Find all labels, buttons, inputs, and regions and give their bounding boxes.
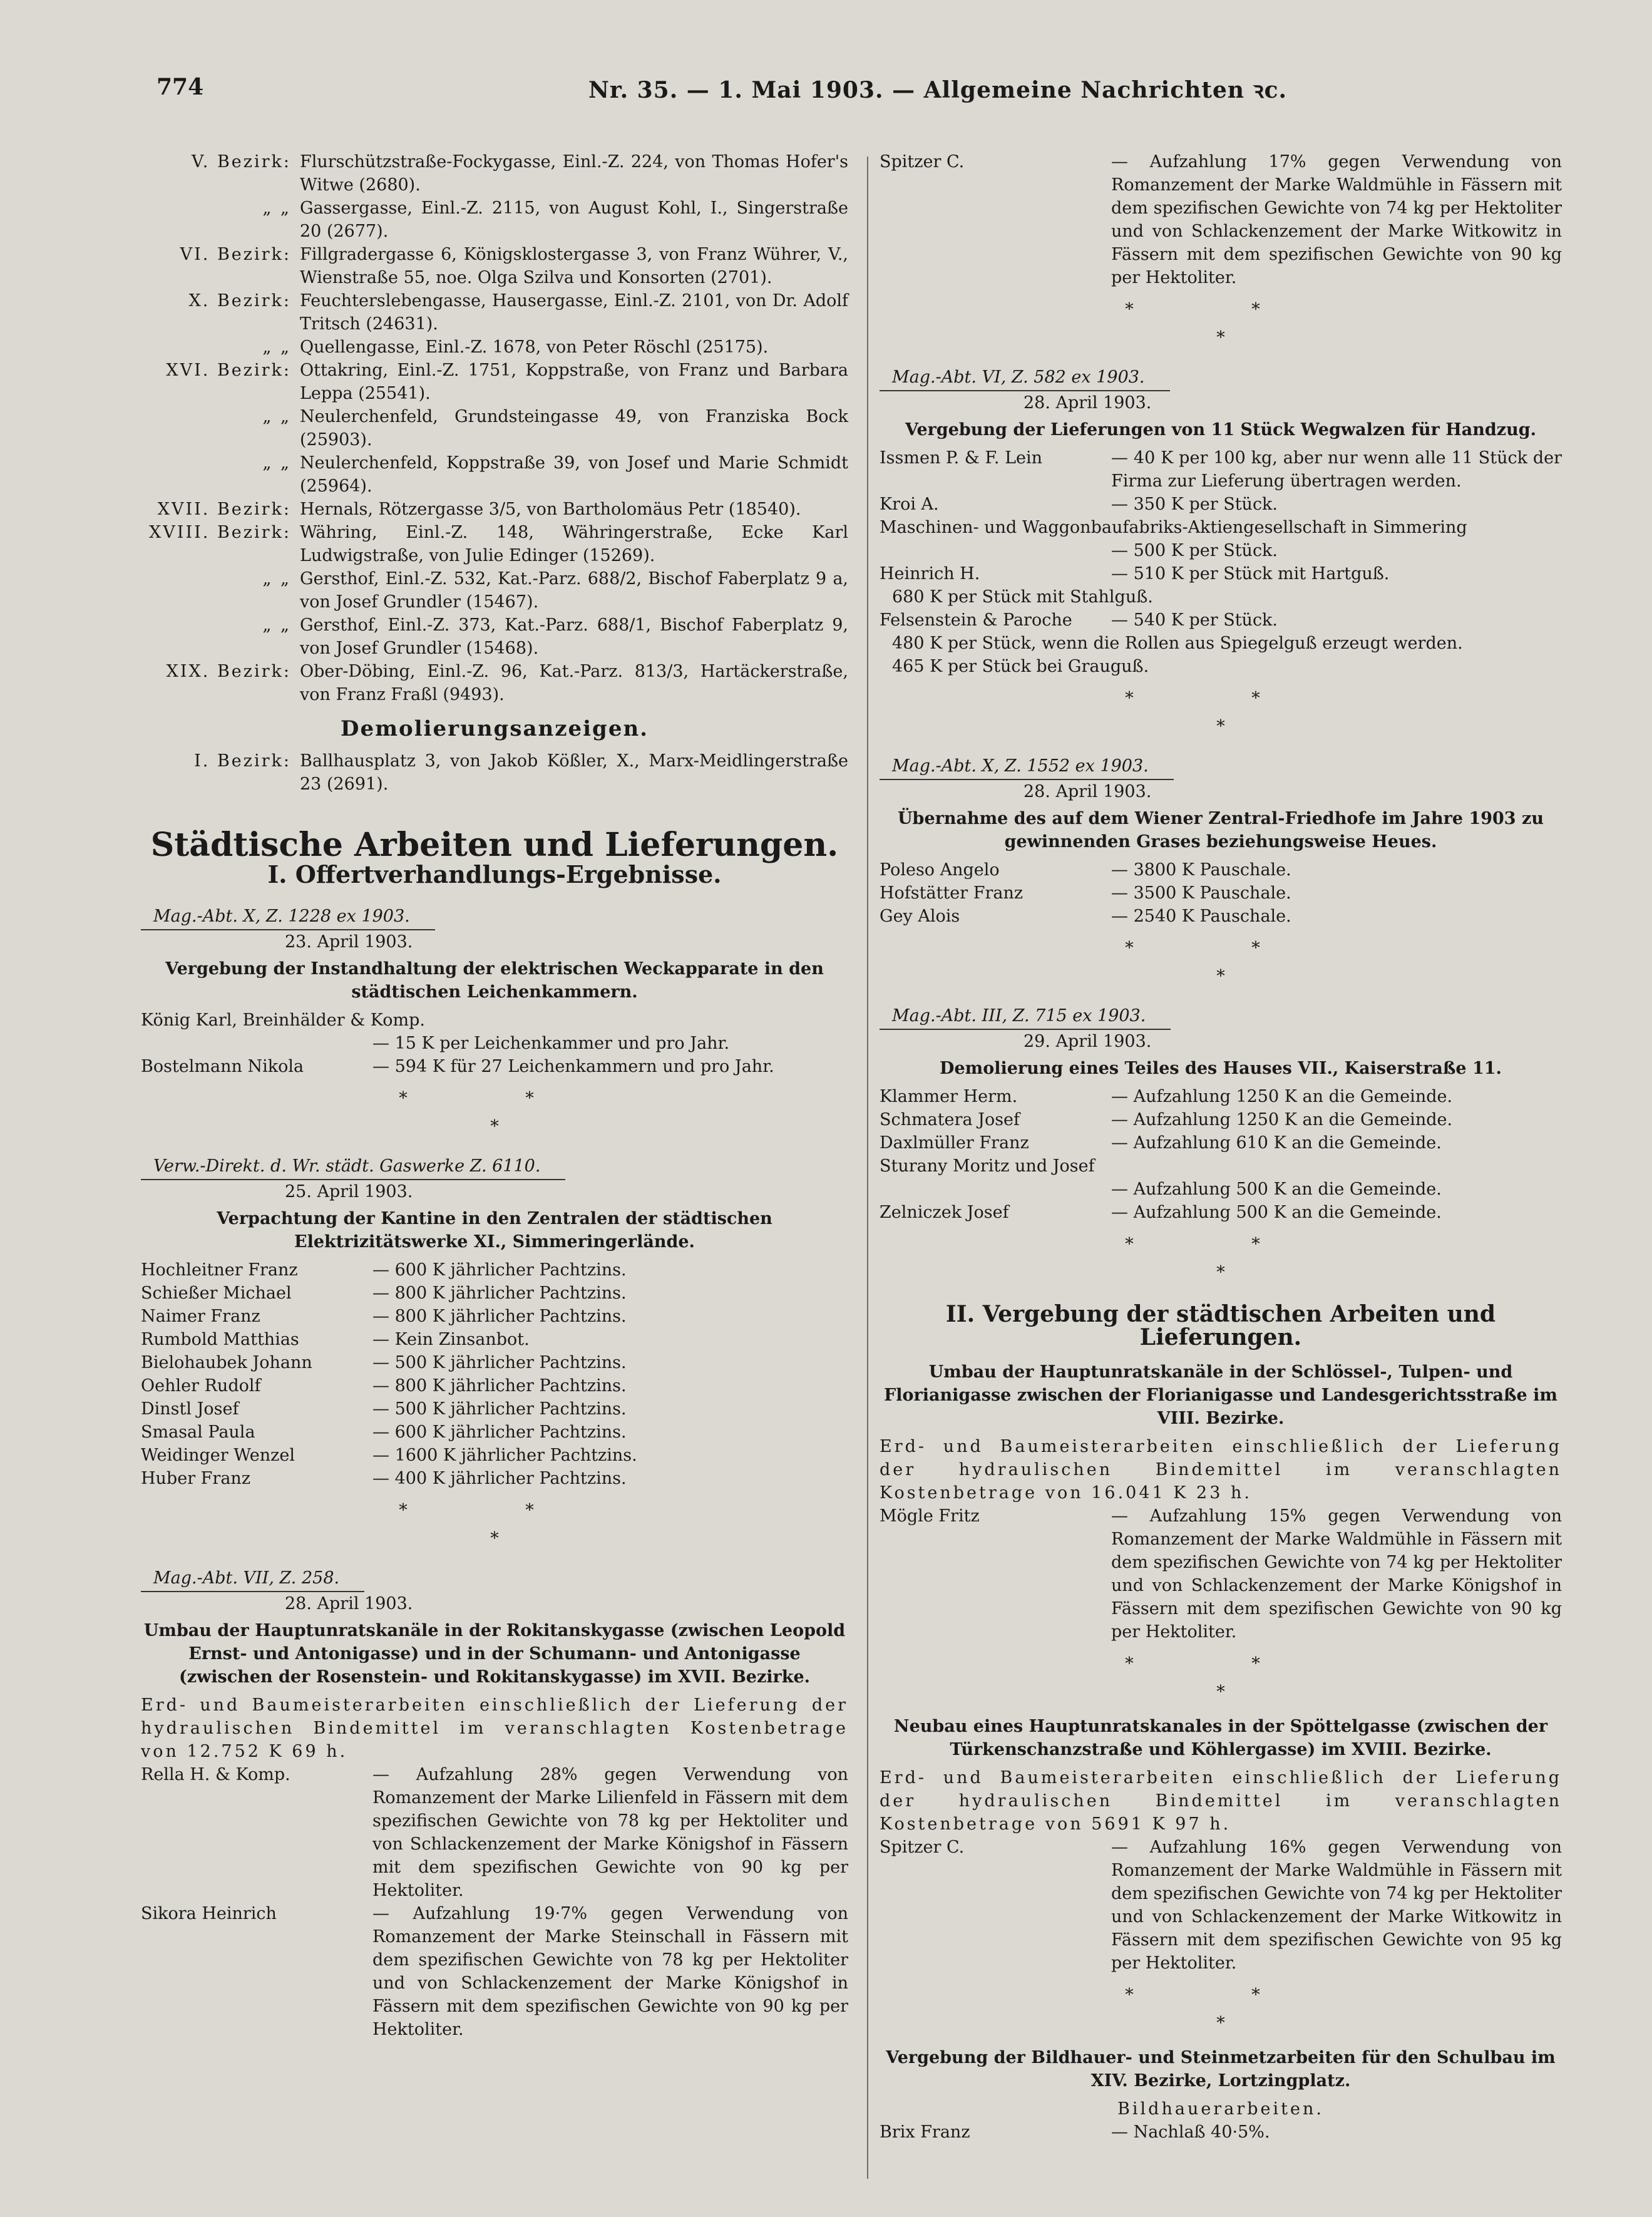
bidder-name: Smasal Paula	[141, 1422, 255, 1442]
section-wegwalzen	[880, 361, 1562, 738]
sub-heading-offert: I. Offertverhandlungs-Ergebnisse.	[267, 860, 722, 888]
bezirk-label: VI. Bezirk:	[180, 245, 291, 264]
section-title: Umbau der Hauptunratskanäle in der Rokitanskygasse (zwischen Leopold Ernst- und Antonigasse) und in der Schumann- und Antonigasse (zwischen der Rosenstein- und Rokitanskygasse) im XVII. Bezirke.	[143, 1621, 846, 1687]
bid-value: — 600 K jährlicher Pachtzins.	[372, 1260, 627, 1280]
bezirk-entry	[141, 498, 848, 521]
bid-value: — 594 K für 27 Leichenkammern und pro Jahr.	[372, 1057, 774, 1076]
bezirk-label: XVII. Bezirk:	[157, 500, 291, 519]
bezirk-entry	[141, 289, 848, 336]
bid-value: 480 K per Stück, wenn die Rollen aus Spiegelguß erzeugt werden.	[892, 634, 1463, 653]
bid-row	[141, 1351, 848, 1374]
abt-reference: Mag.-Abt. VI, Z. 582 ex 1903.	[880, 366, 1170, 391]
bid-value: — 600 K jährlicher Pachtzins.	[372, 1422, 627, 1442]
separator-star: *	[490, 1529, 499, 1548]
bidder-name: Kroi A.	[880, 495, 939, 514]
bid-row	[880, 1131, 1562, 1155]
bidder-name: Schießer Michael	[141, 1283, 292, 1303]
bid-row	[880, 882, 1562, 905]
section-date: 28. April 1903.	[1024, 782, 1152, 801]
separator-star: *	[1216, 2014, 1225, 2033]
bid-row	[141, 1328, 848, 1351]
bid-value: — 800 K jährlicher Pachtzins.	[372, 1283, 627, 1303]
section-bildhauer	[880, 2046, 1562, 2144]
bezirk-text: Neulerchenfeld, Grundsteingasse 49, von Franziska Bock (25903).	[300, 407, 848, 450]
abt-reference: Mag.-Abt. VII, Z. 258.	[141, 1566, 364, 1592]
bid-value: — Aufzahlung 19·7% gegen Verwendung von Romanzement der Marke Steinschall in Fässern mit dem spezifischen Gewichte von 78 kg per Hektoliter und von Schlackenzement der Marke Königshof in Fässern mit dem spezifischen Gewichte von 90 kg per Hektoliter.	[372, 1904, 848, 2039]
bid-value: — 2540 K Pauschale.	[1111, 907, 1291, 926]
bid-value: — 3800 K Pauschale.	[1111, 860, 1291, 880]
section-title: Neubau eines Hauptunratskanales in der Spöttelgasse (zwischen der Türkenschanzstraße und Köhlergasse) im XVIII. Bezirke.	[893, 1717, 1548, 1759]
separator-star: *	[1216, 328, 1225, 347]
header-title: Nr. 35. — 1. Mai 1903. — Allgemeine Nachrichten ꝛc.	[588, 77, 1288, 103]
bid-row	[141, 1055, 848, 1078]
separator-stars: * *	[1125, 689, 1316, 708]
section-subtitle: Bildhauerarbeiten.	[1117, 2099, 1324, 2119]
bid-value: — Aufzahlung 500 K an die Gemeinde.	[1111, 1180, 1442, 1199]
section-weckapparate	[141, 900, 848, 1138]
bidder-name: Huber Franz	[141, 1469, 251, 1488]
bid-value: — 510 K per Stück mit Hartguß.	[1111, 564, 1390, 584]
bid-row	[141, 1902, 848, 2041]
bidder-name: Zelniczek Josef	[880, 1203, 1009, 1222]
bidder-name: Klammer Herm.	[880, 1087, 1018, 1106]
separator-star: *	[1216, 1682, 1225, 1702]
bezirk-label: I. Bezirk:	[194, 751, 291, 771]
bid-value: — 1600 K jährlicher Pachtzins.	[372, 1446, 637, 1465]
bid-row	[880, 2121, 1562, 2144]
bid-row	[880, 1836, 1562, 1975]
bidder-name: Heinrich H.	[880, 564, 980, 584]
bezirk-text: Fillgradergasse 6, Königsklostergasse 3, von Franz Wührer, V., Wienstraße 55, noe. Olga Szilva und Konsorten (2701).	[300, 245, 848, 287]
page-header	[156, 74, 1534, 111]
bidder-name: Schmatera Josef	[880, 1110, 1020, 1129]
bidder-name: Sikora Heinrich	[141, 1904, 277, 1923]
bid-value: — Kein Zinsanbot.	[372, 1330, 530, 1349]
bezirk-label: „ „	[262, 569, 291, 589]
bid-row	[141, 1763, 848, 1902]
bidder-name: Rumbold Matthias	[141, 1330, 299, 1349]
sub-heading-vergebung: II. Vergebung der städtischen Arbeiten und Lieferungen.	[945, 1301, 1496, 1350]
bezirk-text: Neulerchenfeld, Koppstraße 39, von Josef und Marie Schmidt (25964).	[300, 453, 848, 496]
section-title: Umbau der Hauptunratskanäle in der Schlössel-, Tulpen- und Florianigasse zwischen der Florianigasse und Landesgerichtsstraße im VIII. Bezirke.	[884, 1362, 1557, 1428]
bidder-name: Issmen P. & F. Lein	[880, 448, 1043, 468]
bezirk-entry	[141, 405, 848, 451]
bezirk-text: Feuchterslebengasse, Hausergasse, Einl.-Z. 2101, von Dr. Adolf Tritsch (24631).	[300, 291, 848, 334]
bid-value: — Aufzahlung 15% gegen Verwendung von Romanzement der Marke Waldmühle in Fässern mit dem spezifischen Gewichte von 74 kg per Hektoliter und von Schlackenzement der Marke Königshof in Fässern mit dem spezifischen Gewichte von 90 kg per Hektoliter.	[1111, 1506, 1562, 1642]
bidder-name: Bostelmann Nikola	[141, 1057, 304, 1076]
section-kantine	[141, 1150, 848, 1550]
bid-row	[880, 493, 1562, 516]
bezirk-entry	[141, 660, 848, 706]
bezirk-label: „ „	[262, 198, 291, 218]
bid-value: — Aufzahlung 500 K an die Gemeinde.	[1111, 1203, 1442, 1222]
section-title: Vergebung der Bildhauer- und Steinmetzarbeiten für den Schulbau im XIV. Bezirke, Lortzingplatz.	[886, 2048, 1556, 2091]
bid-value: — 40 K per 100 kg, aber nur wenn alle 11 Stück der Firma zur Lieferung übertragen werden.	[1111, 448, 1562, 491]
bidder-name: Felsenstein & Paroche	[880, 610, 1072, 630]
bezirk-entry	[141, 567, 848, 614]
separator-stars: * *	[1125, 1985, 1316, 2005]
bid-value: — 15 K per Leichenkammer und pro Jahr.	[372, 1034, 730, 1053]
left-column	[141, 150, 848, 2041]
bid-value: — 500 K jährlicher Pachtzins.	[372, 1399, 627, 1419]
bezirk-entry	[141, 336, 848, 359]
section-rokitanskygasse	[141, 1561, 848, 2041]
bidder-name: Bielohaubek Johann	[141, 1353, 312, 1372]
bidder-name: Dinstl Josef	[141, 1399, 239, 1419]
section-date: 29. April 1903.	[1024, 1032, 1152, 1051]
separator-star: *	[1216, 967, 1225, 986]
demolierung-entry	[141, 749, 848, 796]
bid-row	[141, 1374, 848, 1397]
bidder-name: Mögle Fritz	[880, 1506, 980, 1526]
bezirk-entry	[141, 614, 848, 660]
bezirk-label: XVI. Bezirk:	[166, 361, 291, 380]
bid-value: — Aufzahlung 17% gegen Verwendung von Romanzement der Marke Waldmühle in Fässern mit dem spezifischen Gewichte von 74 kg per Hektoliter und von Schlackenzement der Marke Witkowitz in Fässern mit dem spezifischen Gewichte von 90 kg per Hektoliter.	[1111, 152, 1562, 287]
bidder-name: Brix Franz	[880, 2122, 970, 2142]
bidder-name: Hofstätter Franz	[880, 883, 1024, 903]
bezirk-list	[141, 150, 848, 706]
bid-row	[141, 1444, 848, 1467]
section-title: Demolierung eines Teiles des Hauses VII., Kaiserstraße 11.	[940, 1059, 1502, 1078]
bidder-name: König Karl, Breinhälder & Komp.	[141, 1011, 425, 1030]
bezirk-text: Hernals, Rötzergasse 3/5, von Bartholomäus Petr (18540).	[300, 500, 801, 519]
bid-value: — 350 K per Stück.	[1111, 495, 1278, 514]
bid-row	[141, 1282, 848, 1305]
bezirk-text: Währing, Einl.-Z. 148, Währingerstraße, Ecke Karl Ludwigstraße, von Julie Edinger (15269).	[300, 523, 848, 565]
bezirk-entry	[141, 243, 848, 289]
bid-value: — 400 K jährlicher Pachtzins.	[372, 1469, 627, 1488]
section-friedhof	[880, 749, 1562, 988]
bid-row	[141, 1421, 848, 1444]
bid-value: — 500 K jährlicher Pachtzins.	[372, 1353, 627, 1372]
abt-reference: Mag.-Abt. X, Z. 1552 ex 1903.	[880, 754, 1174, 780]
bid-row	[880, 1108, 1562, 1131]
section-title: Vergebung der Lieferungen von 11 Stück Wegwalzen für Handzug.	[905, 420, 1536, 440]
bezirk-label: X. Bezirk:	[188, 291, 291, 311]
bid-value: — 800 K jährlicher Pachtzins.	[372, 1376, 627, 1396]
bezirk-text: Gersthof, Einl.-Z. 532, Kat.-Parz. 688/2, Bischof Faberplatz 9 a, von Josef Grundler (15467).	[300, 569, 848, 612]
abt-reference: Verw.-Direkt. d. Wr. städt. Gaswerke Z. 6110.	[141, 1155, 565, 1180]
bid-value: — Nachlaß 40·5%.	[1111, 2122, 1270, 2142]
bid-row	[141, 1467, 848, 1490]
bid-row	[141, 1258, 848, 1282]
section-intro: Erd- und Baumeisterarbeiten einschließlich der Lieferung der hydraulischen Bindemittel im veranschlagten Kostenbetrage von 5691 K 97 h.	[880, 1768, 1562, 1834]
bezirk-entry	[141, 197, 848, 243]
bidder-name: Poleso Angelo	[880, 860, 1000, 880]
demolierung-heading: Demolierungsanzeigen.	[340, 716, 649, 741]
bidder-name: Sturany Moritz und Josef	[880, 1156, 1095, 1176]
bid-row	[880, 858, 1562, 882]
section-intro: Erd- und Baumeisterarbeiten einschließlich der Lieferung der hydraulischen Bindemittel im veranschlagten Kostenbetrage von 16.041 K 23 h.	[880, 1437, 1562, 1503]
bid-value: 465 K per Stück bei Grauguß.	[892, 657, 1149, 676]
abt-reference: Mag.-Abt. III, Z. 715 ex 1903.	[880, 1004, 1171, 1030]
bidder-name: Daxlmüller Franz	[880, 1133, 1029, 1153]
bid-value: — Aufzahlung 1250 K an die Gemeinde.	[1111, 1110, 1453, 1129]
abt-reference: Mag.-Abt. X, Z. 1228 ex 1903.	[141, 905, 435, 930]
bidder-name: Maschinen- und Waggonbaufabriks-Aktiengesellschaft in Simmering	[880, 518, 1467, 537]
section-spoettelgasse	[880, 1715, 1562, 2035]
bid-value: 680 K per Stück mit Stahlguß.	[892, 587, 1153, 607]
bidder-name: Weidinger Wenzel	[141, 1446, 295, 1465]
bid-value: — Aufzahlung 16% gegen Verwendung von Romanzement der Marke Waldmühle in Fässern mit dem spezifischen Gewichte von 74 kg per Hektoliter und von Schlackenzement der Marke Witkowitz in Fässern mit dem spezifischen Gewichte von 95 kg per Hektoliter.	[1111, 1838, 1562, 1973]
bidder-name: Oehler Rudolf	[141, 1376, 261, 1396]
bid-value: — 3500 K Pauschale.	[1111, 883, 1291, 903]
bid-value: — Aufzahlung 28% gegen Verwendung von Romanzement der Marke Lilienfeld in Fässern mit dem spezifischen Gewichte von 78 kg per Hektoliter und von Schlackenzement der Marke Königshof in Fässern mit dem spezifischen Gewichte von 90 kg per Hektoliter.	[372, 1765, 848, 1900]
page-number: 774	[156, 74, 204, 100]
bezirk-entry	[141, 150, 848, 197]
separator-stars: * *	[399, 1089, 590, 1108]
separator-stars: * *	[1125, 1654, 1316, 1674]
section-schloesselgasse	[880, 1361, 1562, 1704]
bid-row	[880, 1085, 1562, 1108]
bid-value: — 540 K per Stück.	[1111, 610, 1278, 630]
separator-stars: * *	[1125, 939, 1316, 958]
bid-row	[880, 446, 1562, 493]
bid-row	[880, 1505, 1562, 1643]
main-heading: Städtische Arbeiten und Lieferungen.	[150, 826, 839, 864]
bezirk-text: Ober-Döbing, Einl.-Z. 96, Kat.-Parz. 813/3, Hartäckerstraße, von Franz Fraßl (9493).	[300, 662, 848, 704]
bezirk-label: „ „	[262, 337, 291, 357]
bezirk-text: Flurschützstraße-Fockygasse, Einl.-Z. 224, von Thomas Hofer's Witwe (2680).	[300, 152, 848, 195]
bidder-name: Gey Alois	[880, 907, 960, 926]
separator-stars: * *	[1125, 1235, 1316, 1254]
bezirk-label: XIX. Bezirk:	[166, 662, 291, 681]
section-date: 23. April 1903.	[285, 932, 413, 952]
column-divider	[867, 157, 868, 2179]
bezirk-entry	[141, 451, 848, 498]
bidder-name: Hochleitner Franz	[141, 1260, 298, 1280]
bid-row	[141, 1397, 848, 1421]
bidder-name: Spitzer C.	[880, 152, 965, 172]
bid-row	[880, 562, 1562, 585]
section-intro: Erd- und Baumeisterarbeiten einschließlich der Lieferung der hydraulischen Bindemittel im veranschlagten Kostenbetrage von 12.752 K 69 h.	[141, 1695, 848, 1761]
bid-row	[880, 905, 1562, 928]
bid-value: — 800 K jährlicher Pachtzins.	[372, 1307, 627, 1326]
bidder-name: Rella H. & Komp.	[141, 1765, 290, 1784]
separator-star: *	[1216, 717, 1225, 736]
section-date: 25. April 1903.	[285, 1182, 413, 1201]
section-demolierung	[880, 999, 1562, 1284]
bezirk-text: Gassergasse, Einl.-Z. 2115, von August Kohl, I., Singerstraße 20 (2677).	[300, 198, 848, 241]
right-column	[880, 150, 1562, 2144]
section-title: Vergebung der Instandhaltung der elektrischen Weckapparate in den städtischen Leichenkammern.	[165, 959, 824, 1002]
bezirk-entry	[141, 521, 848, 567]
bid-row	[141, 1305, 848, 1328]
bezirk-label: „ „	[262, 407, 291, 426]
bezirk-text: Gersthof, Einl.-Z. 373, Kat.-Parz. 688/1, Bischof Faberplatz 9, von Josef Grundler (15468).	[300, 615, 848, 658]
bezirk-text: Quellengasse, Einl.-Z. 1678, von Peter Röschl (25175).	[300, 337, 769, 357]
bezirk-label: V. Bezirk:	[192, 152, 291, 172]
bezirk-label: XVIII. Bezirk:	[149, 523, 291, 542]
separator-star: *	[490, 1117, 499, 1136]
bezirk-label: „ „	[262, 615, 291, 635]
bid-row	[880, 150, 1562, 289]
bezirk-entry	[141, 359, 848, 405]
bidder-name: Naimer Franz	[141, 1307, 260, 1326]
separator-star: *	[1216, 1263, 1225, 1282]
bid-row	[880, 1201, 1562, 1224]
bid-value: — Aufzahlung 610 K an die Gemeinde.	[1111, 1133, 1442, 1153]
bid-row	[880, 609, 1562, 632]
bid-value: — Aufzahlung 1250 K an die Gemeinde.	[1111, 1087, 1453, 1106]
section-date: 28. April 1903.	[1024, 393, 1152, 413]
section-date: 28. April 1903.	[285, 1594, 413, 1613]
separator-stars: * *	[1125, 300, 1316, 319]
bezirk-text: Ballhausplatz 3, von Jakob Kößler, X., Marx-Meidlingerstraße 23 (2691).	[300, 751, 848, 794]
section-title: Verpachtung der Kantine in den Zentralen der städtischen Elektrizitätswerke XI., Simmeringerlände.	[217, 1209, 772, 1252]
separator-stars: * *	[399, 1501, 590, 1520]
section-title: Übernahme des auf dem Wiener Zentral-Friedhofe im Jahre 1903 zu gewinnenden Grases beziehungsweise Heues.	[898, 809, 1544, 851]
bid-value: — 500 K per Stück.	[1111, 541, 1278, 560]
bezirk-label: „ „	[262, 453, 291, 473]
bidder-name: Spitzer C.	[880, 1838, 965, 1857]
bezirk-text: Ottakring, Einl.-Z. 1751, Koppstraße, von Franz und Barbara Leppa (25541).	[300, 361, 848, 403]
